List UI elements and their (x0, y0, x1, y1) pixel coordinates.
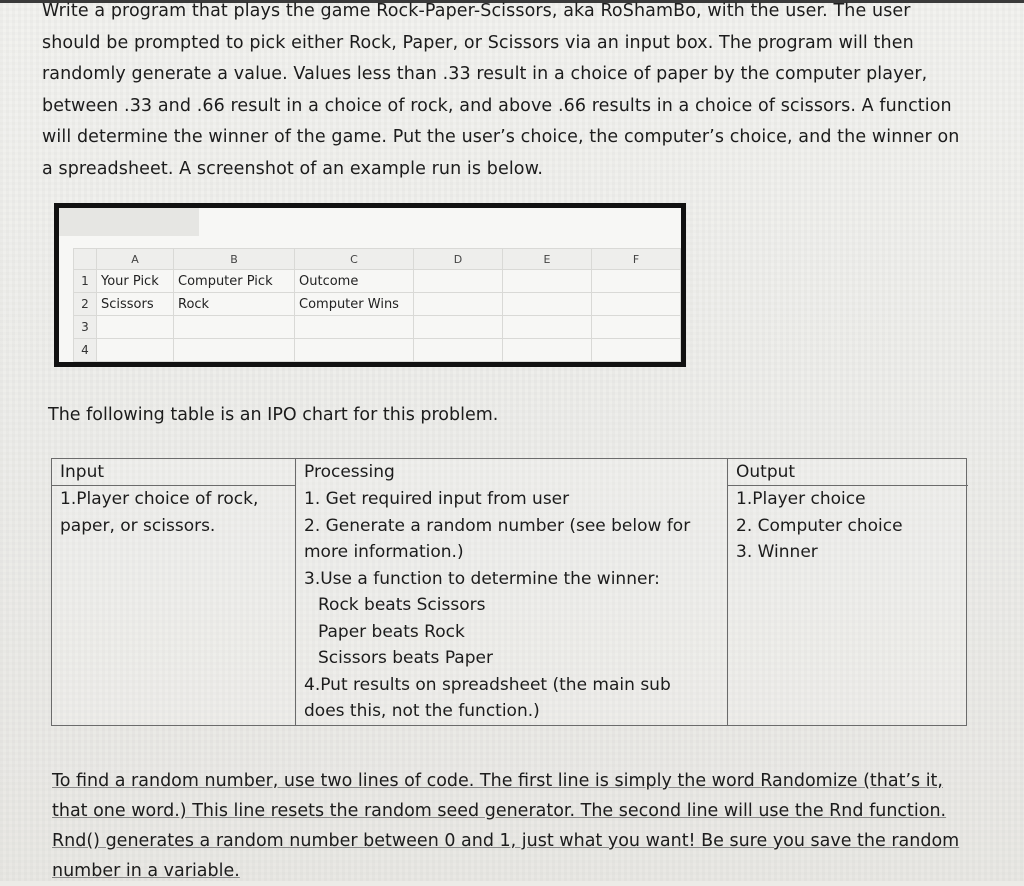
sheet-cell: Your Pick (97, 270, 174, 293)
column-header: C (295, 249, 414, 270)
intro-line: should be prompted to pick either Rock, Paper, or Scissors via an input box. The program will then (42, 32, 914, 53)
sheet-cell: Computer Wins (295, 293, 414, 316)
footer-paragraph (52, 766, 972, 886)
intro-line: a spreadsheet. A screenshot of an example run is below. (42, 158, 544, 179)
row-number: 4 (74, 339, 97, 362)
column-header: F (592, 249, 681, 270)
sheet-cell (414, 293, 503, 316)
sheet-cell (592, 316, 681, 339)
sheet-cell: Computer Pick (174, 270, 295, 293)
spreadsheet-screenshot (54, 203, 686, 367)
sheet-cell (503, 339, 592, 362)
row-number: 3 (74, 316, 97, 339)
sheet-cell (295, 339, 414, 362)
column-header: E (503, 249, 592, 270)
ipo-processing-line: 3.Use a function to determine the winner: (304, 568, 660, 589)
sheet-cell (97, 339, 174, 362)
sheet-cell (592, 293, 681, 316)
footer-line: Rnd() generates a random number between 0 and 1, just what you want! Be sure you save the random (52, 831, 960, 851)
sheet-cell: Scissors (97, 293, 174, 316)
column-header: D (414, 249, 503, 270)
ipo-input-line: paper, or scissors. (60, 515, 216, 536)
sheet-cell (295, 316, 414, 339)
sheet-cell: Outcome (295, 270, 414, 293)
ipo-rule-line: Paper beats Rock (318, 621, 465, 642)
column-header: B (174, 249, 295, 270)
ipo-processing-line: more information.) (304, 542, 464, 562)
sheet-cell (174, 316, 295, 339)
ipo-input-line: 1.Player choice of rock, (60, 489, 259, 509)
ipo-processing-line: 1. Get required input from user (304, 489, 570, 509)
intro-line: between .33 and .66 result in a choice of rock, and above .66 results in a choice of scissors. A function (42, 95, 952, 116)
column-header-row (74, 249, 681, 270)
ipo-input-body (52, 486, 295, 539)
spreadsheet-grid (73, 248, 681, 362)
row-number: 1 (74, 270, 97, 293)
sheet-row (74, 339, 681, 362)
sheet-row (74, 316, 681, 339)
ipo-output-body (728, 486, 968, 566)
intro-line: will determine the winner of the game. Put the user’s choice, the computer’s choice, and the winner on (42, 127, 960, 147)
sheet-cell (592, 270, 681, 293)
ipo-output-column (728, 459, 968, 725)
spreadsheet-ribbon (59, 208, 199, 236)
sheet-cell (503, 270, 592, 293)
ipo-rule-line: Scissors beats Paper (318, 648, 493, 668)
ipo-input-column (52, 459, 296, 725)
ipo-output-line: 1.Player choice (736, 489, 866, 509)
ipo-processing-header: Processing (304, 462, 395, 482)
sheet-row (74, 293, 681, 316)
footer-line: number in a variable. (52, 861, 240, 881)
sheet-cell (414, 339, 503, 362)
intro-paragraph (42, 0, 982, 185)
ipo-rule-line: Rock beats Scissors (318, 595, 486, 615)
sheet-cell (97, 316, 174, 339)
row-number: 2 (74, 293, 97, 316)
ipo-chart (51, 458, 967, 726)
ipo-output-line: 2. Computer choice (736, 515, 903, 536)
sheet-cell (503, 293, 592, 316)
intro-line: randomly generate a value. Values less than .33 result in a choice of paper by the computer player, (42, 64, 928, 84)
sheet-row (74, 270, 681, 293)
ipo-processing-body (296, 486, 727, 725)
sheet-cell (414, 316, 503, 339)
column-header: A (97, 249, 174, 270)
ipo-output-header: Output (728, 459, 968, 486)
ipo-input-header: Input (52, 459, 295, 486)
sheet-cell (174, 339, 295, 362)
ipo-processing-line: 4.Put results on spreadsheet (the main sub (304, 674, 671, 695)
footer-line: that one word.) This line resets the random seed generator. The second line will use the Rnd function. (52, 801, 947, 821)
ipo-caption: The following table is an IPO chart for this problem. (48, 405, 499, 425)
sheet-cell (503, 316, 592, 339)
sheet-cell (592, 339, 681, 362)
sheet-cell: Rock (174, 293, 295, 316)
footer-line: To find a random number, use two lines of code. The first line is simply the word Randomize (that’s it, (52, 771, 943, 791)
ipo-processing-line: does this, not the function.) (304, 701, 540, 721)
select-all-corner (74, 249, 97, 270)
ipo-processing-column (296, 459, 728, 725)
ipo-output-line: 3. Winner (736, 542, 818, 562)
ipo-processing-line: 2. Generate a random number (see below for (304, 515, 691, 536)
sheet-cell (414, 270, 503, 293)
intro-line: Write a program that plays the game Rock-Paper-Scissors, aka RoShamBo, with the user. The user (42, 1, 911, 21)
